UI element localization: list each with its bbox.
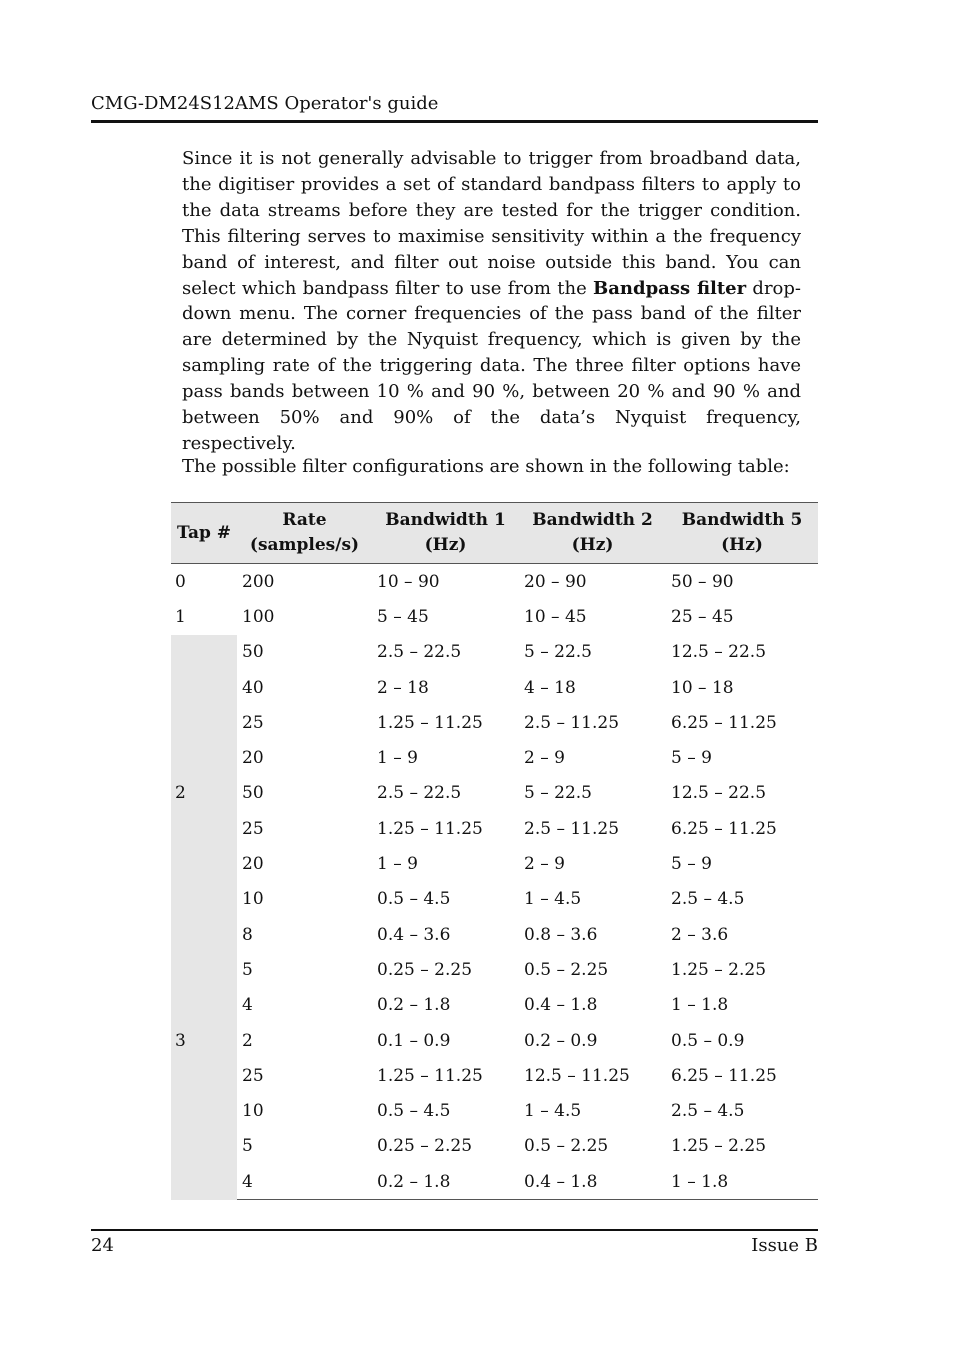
rate-cell: 8 [242, 924, 253, 945]
bandwidth-2-cell: 12.5 – 11.25 [524, 1065, 630, 1086]
bandwidth-2-cell: 0.5 – 2.25 [524, 1136, 609, 1157]
rate-cell: 5 [242, 1136, 253, 1157]
issue-label: Issue B [751, 1235, 818, 1256]
bandwidth-5-cell: 12.5 – 22.5 [671, 783, 767, 804]
table-row [171, 599, 818, 634]
bandwidth-2-cell: 0.8 – 3.6 [524, 924, 598, 945]
table-row [171, 1164, 818, 1200]
tap-cell: 3 [171, 882, 237, 1200]
header-bandwidth-2 [519, 503, 666, 564]
tap-cell-blank [171, 635, 237, 706]
bandwidth-1-cell: 0.25 – 2.25 [377, 959, 473, 980]
bandwidth-5-cell: 12.5 – 22.5 [671, 642, 767, 663]
bandwidth-2-cell: 0.2 – 0.9 [524, 1030, 598, 1051]
bandwidth-2-cell: 10 – 45 [524, 606, 587, 627]
rate-cell: 50 [242, 642, 264, 663]
table-row [171, 635, 818, 670]
header-bandwidth-5-label: Bandwidth 5 [681, 510, 803, 530]
bandwidth-2-cell: 5 – 22.5 [524, 783, 592, 804]
bandwidth-1-cell: 10 – 90 [377, 571, 440, 592]
body-paragraph [182, 146, 801, 457]
table-row [171, 740, 818, 775]
rate-cell: 10 [242, 889, 264, 910]
bandwidth-2-cell: 2 – 9 [524, 748, 565, 769]
rate-cell: 200 [242, 571, 275, 592]
table-row [171, 776, 818, 811]
table-row [171, 917, 818, 952]
bandwidth-1-cell: 1.25 – 11.25 [377, 1065, 483, 1086]
table-row [171, 1129, 818, 1164]
bandwidth-5-cell: 2.5 – 4.5 [671, 1101, 745, 1122]
header-rate-label: Rate [282, 510, 327, 530]
bandwidth-5-cell: 50 – 90 [671, 571, 734, 592]
rate-cell: 4 [237, 1164, 372, 1200]
bandwidth-1-cell: 5 – 45 [377, 606, 429, 627]
rate-cell: 20 [242, 748, 264, 769]
bandwidth-2-cell: 0.4 – 1.8 [519, 1164, 666, 1200]
rate-cell: 4 [242, 995, 253, 1016]
rate-cell: 20 [242, 854, 264, 875]
bandwidth-5-cell: 25 – 45 [671, 606, 734, 627]
table-row [171, 564, 818, 600]
paragraph-text-end: drop-down menu. The corner frequencies of the pass band of the filter are determined by the Nyquist frequency, which is given by the sampling rate of the triggering data. The three filter options have pass bands between 10 % and 90 %, between 20 % and 90 % and between 50% and 90% of the data’s Nyquist frequency, respectively. [182, 277, 801, 454]
bandwidth-1-cell: 0.5 – 4.5 [377, 1101, 451, 1122]
bandwidth-5-cell: 2.5 – 4.5 [671, 889, 745, 910]
header-bandwidth-1-label: Bandwidth 1 [385, 510, 506, 530]
bandwidth-2-cell: 20 – 90 [524, 571, 587, 592]
bandwidth-1-cell: 2 – 18 [377, 677, 429, 698]
rate-cell: 25 [242, 818, 264, 839]
table-header-row [171, 503, 818, 564]
bandwidth-1-cell: 0.2 – 1.8 [377, 995, 451, 1016]
table-row [171, 988, 818, 1023]
bandwidth-5-cell: 1.25 – 2.25 [671, 959, 767, 980]
rate-cell: 25 [242, 1065, 264, 1086]
page-number: 24 [91, 1235, 114, 1256]
bandwidth-1-cell: 0.1 – 0.9 [377, 1030, 451, 1051]
filter-configuration-table [171, 502, 818, 1200]
table-row [171, 811, 818, 846]
bandwidth-2-cell: 1 – 4.5 [524, 1101, 582, 1122]
bandwidth-5-cell: 6.25 – 11.25 [671, 1065, 777, 1086]
table-row [171, 1093, 818, 1128]
bandwidth-5-cell: 1 – 1.8 [671, 995, 729, 1016]
table-row [171, 670, 818, 705]
header-tap [171, 503, 237, 564]
header-tap-label: Tap # [176, 522, 232, 543]
bandwidth-1-cell: 1.25 – 11.25 [377, 818, 483, 839]
bandwidth-2-cell: 2.5 – 11.25 [524, 818, 620, 839]
page-header-title: CMG-DM24S12AMS Operator's guide [91, 93, 439, 114]
paragraph-text-start: Since it is not generally advisable to trigger from broadband data, the digitiser provides a set of standard bandpass filters to apply to the data streams before they are tested for the trigger condition. This filtering serves to maximise sensitivity within a the frequency band of interest, and filter out noise outside this band. You can select which bandpass filter to use from the [182, 148, 801, 299]
bandwidth-2-cell: 2.5 – 11.25 [524, 712, 620, 733]
table-row [171, 1058, 818, 1093]
tap-cell: 2 [171, 705, 237, 881]
bandwidth-2-cell: 5 – 22.5 [524, 642, 592, 663]
bandwidth-5-cell: 0.5 – 0.9 [671, 1030, 745, 1051]
rate-cell: 50 [242, 783, 264, 804]
bandwidth-1-cell: 0.25 – 2.25 [377, 1136, 473, 1157]
header-bandwidth-5 [666, 503, 818, 564]
table-row [171, 705, 818, 740]
header-bandwidth-2-label: Bandwidth 2 [532, 510, 653, 530]
bandwidth-1-cell: 2.5 – 22.5 [377, 783, 462, 804]
rate-cell: 40 [242, 677, 264, 698]
bandpass-filter-term: Bandpass filter [593, 277, 747, 299]
bandwidth-2-cell: 1 – 4.5 [524, 889, 582, 910]
header-bandwidth-1-unit: (Hz) [424, 535, 467, 555]
bandwidth-5-cell: 6.25 – 11.25 [671, 818, 777, 839]
bandwidth-2-cell: 2 – 9 [524, 854, 565, 875]
rate-cell: 2 [242, 1030, 253, 1051]
table-row [171, 846, 818, 881]
tap-cell: 1 [171, 599, 237, 634]
bandwidth-2-cell: 0.5 – 2.25 [524, 959, 609, 980]
rate-cell: 10 [242, 1101, 264, 1122]
header-bandwidth-5-unit: (Hz) [721, 535, 763, 555]
bandwidth-5-cell: 6.25 – 11.25 [671, 712, 777, 733]
bandwidth-1-cell: 1 – 9 [377, 748, 418, 769]
table-intro: The possible filter configurations are shown in the following table: [182, 456, 790, 477]
header-bandwidth-2-unit: (Hz) [571, 535, 614, 555]
rate-cell: 25 [242, 712, 264, 733]
bandwidth-1-cell: 1.25 – 11.25 [377, 712, 483, 733]
bandwidth-1-cell: 2.5 – 22.5 [377, 642, 462, 663]
table-row [171, 1023, 818, 1058]
footer-rule [91, 1229, 818, 1231]
header-rate-unit: (samples/s) [249, 535, 360, 555]
bandwidth-5-cell: 10 – 18 [671, 677, 734, 698]
bandwidth-2-cell: 0.4 – 1.8 [524, 995, 598, 1016]
bandwidth-5-cell: 1 – 1.8 [666, 1164, 818, 1200]
bandwidth-2-cell: 4 – 18 [524, 677, 576, 698]
bandwidth-5-cell: 2 – 3.6 [671, 924, 729, 945]
bandwidth-5-cell: 5 – 9 [671, 854, 712, 875]
bandwidth-1-cell: 0.5 – 4.5 [377, 889, 451, 910]
bandwidth-1-cell: 0.4 – 3.6 [377, 924, 451, 945]
table-row [171, 882, 818, 917]
header-bandwidth-1 [372, 503, 519, 564]
header-rule [91, 120, 818, 123]
table-row [171, 952, 818, 987]
rate-cell: 5 [242, 959, 253, 980]
tap-cell: 0 [171, 564, 237, 600]
bandwidth-5-cell: 1.25 – 2.25 [671, 1136, 767, 1157]
bandwidth-1-cell: 0.2 – 1.8 [372, 1164, 519, 1200]
header-rate [237, 503, 372, 564]
bandwidth-1-cell: 1 – 9 [377, 854, 418, 875]
bandwidth-5-cell: 5 – 9 [671, 748, 712, 769]
rate-cell: 100 [242, 606, 275, 627]
